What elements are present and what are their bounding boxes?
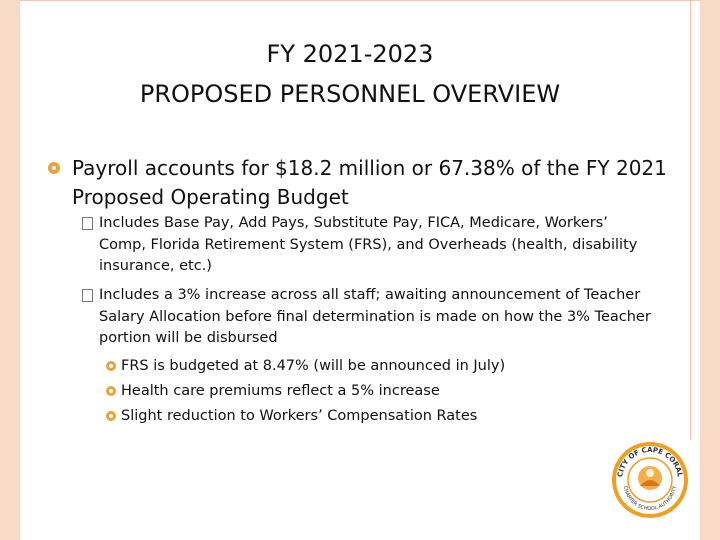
main-bullet xyxy=(48,154,668,212)
checkbox-bullet-icon xyxy=(82,217,93,230)
frame-right-border xyxy=(700,0,720,540)
sub-sub-bullet xyxy=(106,379,666,403)
frame-left-border xyxy=(0,0,20,540)
sub-sub-bullet-text: FRS is budgeted at 8.47% (will be announced in July) xyxy=(121,358,506,374)
frame-top-line xyxy=(20,0,700,1)
circle-bullet-icon xyxy=(106,361,116,371)
title-line-1: FY 2021-2023 xyxy=(266,40,434,68)
slide-title xyxy=(60,34,640,114)
sub-bullet xyxy=(82,285,657,350)
city-seal-icon xyxy=(610,440,690,520)
seal-bottom-text: CHARTER SCHOOL AUTHORITY xyxy=(622,485,678,513)
frame-right-line xyxy=(690,0,691,440)
circle-bullet-icon xyxy=(48,162,60,174)
sub-bullet-text: Includes a 3% increase across all staff; awaiting announcement of Teacher Salary Allocation before final determination is made on how the 3% Teacher portion will be disbursed xyxy=(99,287,651,346)
main-bullet-text: Payroll accounts for $18.2 million or 67.38% of the FY 2021 Proposed Operating Budget xyxy=(72,156,667,209)
sub-sub-bullet xyxy=(106,404,666,428)
sub-sub-bullet xyxy=(106,354,666,378)
circle-bullet-icon xyxy=(106,386,116,396)
title-line-2: PROPOSED PERSONNEL OVERVIEW xyxy=(139,80,561,108)
sub-bullet-text: Includes Base Pay, Add Pays, Substitute Pay, FICA, Medicare, Workers’ Comp, Florida Retirement System (FRS), and Overheads (health, disability insurance, etc.) xyxy=(99,215,638,274)
sub-sub-bullet-text: Health care premiums reflect a 5% increase xyxy=(121,383,440,399)
checkbox-bullet-icon xyxy=(82,289,93,302)
seal-head-emblem xyxy=(646,469,654,477)
sub-bullet xyxy=(82,213,657,278)
circle-bullet-icon xyxy=(106,411,116,421)
seal-top-text: CITY OF CAPE CORAL xyxy=(616,445,684,478)
sub-sub-bullet-text: Slight reduction to Workers’ Compensation Rates xyxy=(121,408,478,424)
